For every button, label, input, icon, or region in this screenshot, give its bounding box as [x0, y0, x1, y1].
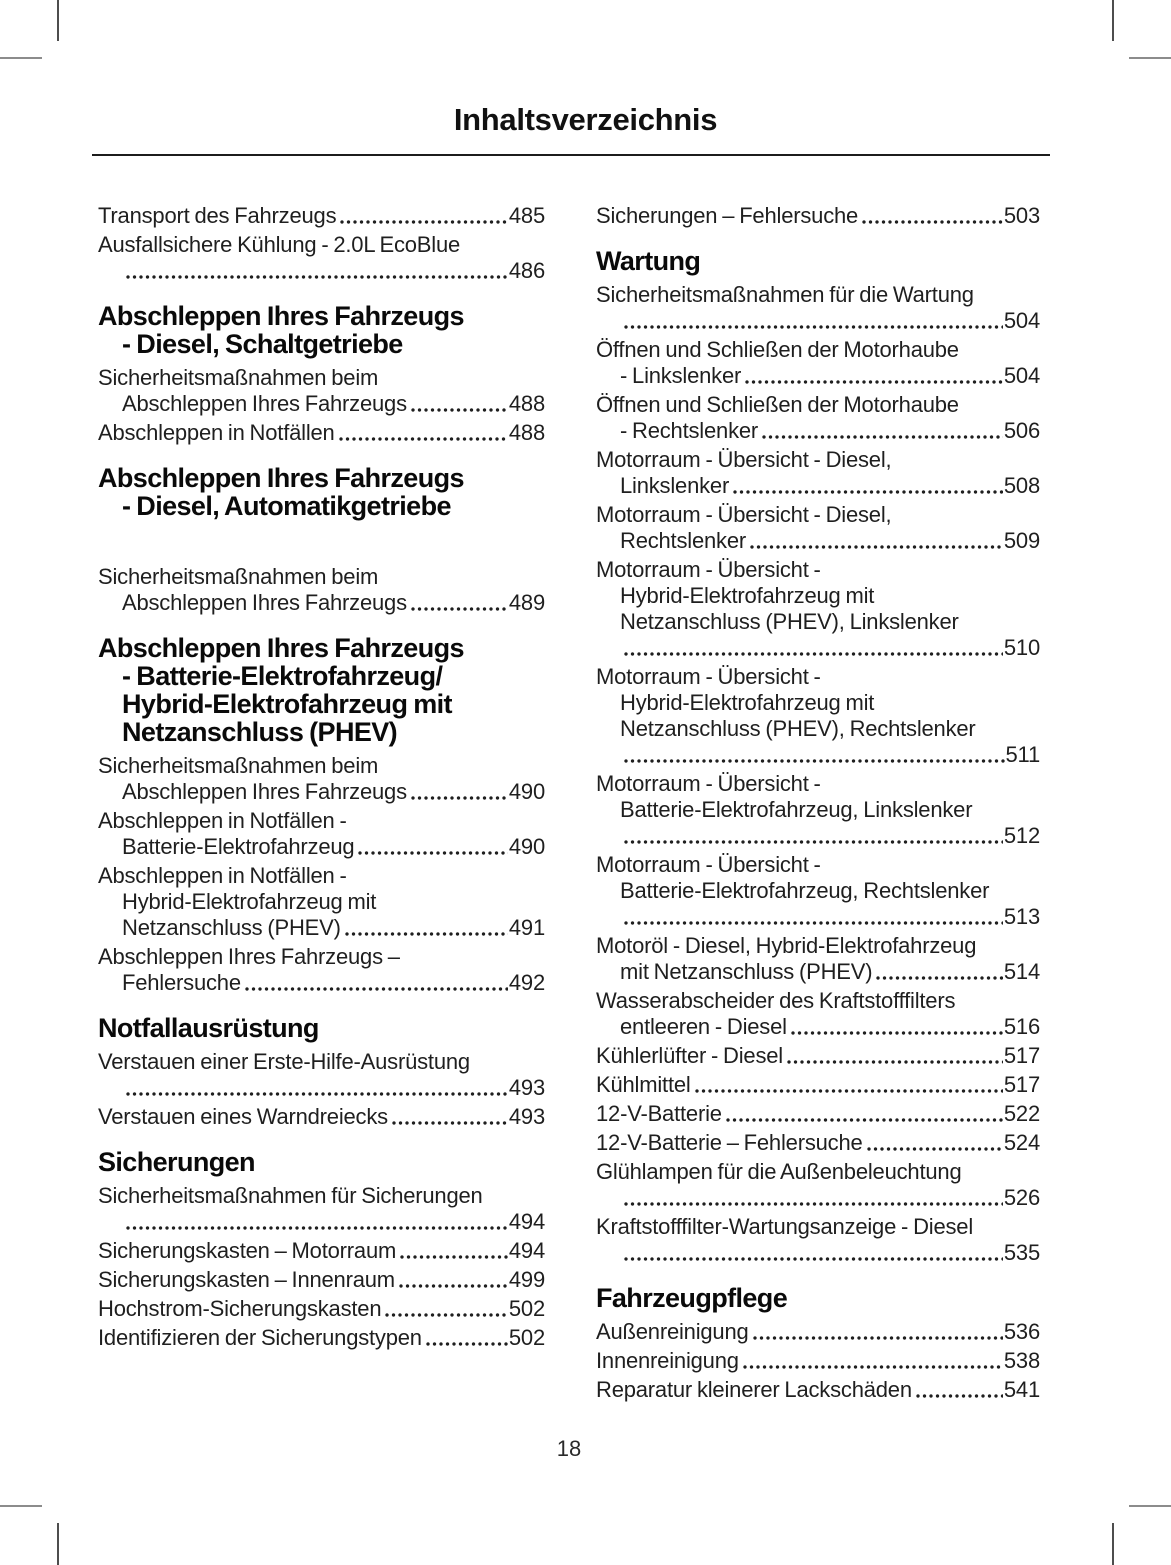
entry-last-line	[98, 1296, 545, 1322]
dot-leader	[623, 1255, 1003, 1263]
entry-text: Kühlerlüfter - Diesel	[596, 1043, 783, 1068]
page-ref: 494	[508, 1209, 545, 1234]
entry-line: Kraftstofffilter-Wartungsanzeige - Diesel	[596, 1214, 974, 1239]
heading-line: - Batterie-Elektrofahrzeug/	[122, 661, 443, 691]
toc-heading	[98, 1148, 545, 1176]
dot-leader	[623, 1200, 1003, 1208]
entry-text: Kühlmittel	[596, 1072, 691, 1097]
dot-leader	[861, 218, 1003, 226]
toc-heading	[596, 247, 1040, 275]
entry-last-line	[596, 959, 1040, 985]
entry-text: Batterie-Elektrofahrzeug	[122, 834, 355, 859]
dot-leader	[391, 1119, 508, 1127]
toc-entry	[596, 1159, 1040, 1211]
toc-heading	[98, 302, 545, 358]
entry-text: Innenreinigung	[596, 1348, 739, 1373]
toc-heading	[98, 1014, 545, 1042]
dot-leader	[398, 1282, 508, 1290]
entry-line: Sicherheitsmaßnahmen beim	[98, 564, 379, 589]
dot-leader	[694, 1087, 1003, 1095]
entry-last-line	[98, 590, 545, 616]
entry-line: Netzanschluss (PHEV), Rechtslenker	[620, 716, 976, 741]
toc-entry	[596, 1319, 1040, 1345]
dot-leader	[384, 1311, 508, 1319]
entry-last-line	[596, 1130, 1040, 1156]
entry-last-line	[98, 420, 545, 446]
entry-line: Öffnen und Schließen der Motorhaube	[596, 337, 959, 362]
dot-leader	[125, 1224, 508, 1232]
entry-line: Ausfallsichere Kühlung - 2.0L EcoBlue	[98, 232, 461, 257]
entry-text: Abschleppen Ihres Fahrzeugs	[122, 779, 407, 804]
entry-last-line	[98, 834, 545, 860]
entry-last-line	[98, 1209, 545, 1235]
entry-text: Sicherungen – Fehlersuche	[596, 203, 859, 228]
entry-text: Reparatur kleinerer Lackschäden	[596, 1377, 912, 1402]
entry-last-line	[596, 742, 1040, 768]
dot-leader	[425, 1340, 508, 1348]
page-ref: 508	[1003, 473, 1040, 498]
entry-line: Motorraum - Übersicht - Diesel,	[596, 447, 892, 472]
entry-line: Glühlampen für die Außenbeleuchtung	[596, 1159, 962, 1184]
page-ref: 526	[1003, 1185, 1040, 1210]
toc-entry	[98, 1183, 545, 1235]
dot-leader	[742, 1363, 1003, 1371]
entry-last-line	[596, 1101, 1040, 1127]
toc-entry	[98, 1238, 545, 1264]
page-ref: 502	[508, 1325, 545, 1350]
page-ref: 488	[508, 391, 545, 416]
page-ref: 489	[508, 590, 545, 615]
toc-entry	[98, 808, 545, 860]
dot-leader	[623, 650, 1003, 658]
toc-heading	[98, 464, 545, 520]
page-ref: 499	[508, 1267, 545, 1292]
heading-line: Hybrid-Elektrofahrzeug mit	[122, 689, 452, 719]
entry-line: Öffnen und Schließen der Motorhaube	[596, 392, 959, 417]
entry-last-line	[98, 915, 545, 941]
toc-content	[98, 203, 1040, 1406]
crop-mark-bottom-right-horizontal	[1129, 1505, 1171, 1507]
entry-text: Netzanschluss (PHEV)	[122, 915, 341, 940]
toc-entry	[98, 753, 545, 805]
dot-leader	[357, 849, 507, 857]
dot-leader	[744, 378, 1003, 386]
entry-last-line	[98, 1075, 545, 1101]
page-ref: 506	[1003, 418, 1040, 443]
heading-line: - Diesel, Schaltgetriebe	[122, 329, 403, 359]
dot-leader	[732, 488, 1003, 496]
dot-leader	[338, 435, 508, 443]
page-ref: 486	[508, 258, 545, 283]
entry-text: Identifizieren der Sicherungstypen	[98, 1325, 422, 1350]
entry-last-line	[596, 1319, 1040, 1345]
entry-last-line	[98, 970, 545, 996]
entry-last-line	[596, 528, 1040, 554]
dot-leader	[125, 273, 508, 281]
page-ref: 516	[1003, 1014, 1040, 1039]
toc-entry	[596, 337, 1040, 389]
dot-leader	[410, 794, 508, 802]
entry-text: Rechtslenker	[620, 528, 746, 553]
crop-mark-bottom-left-horizontal	[0, 1505, 42, 1507]
entry-last-line	[596, 418, 1040, 444]
toc-entry	[596, 1348, 1040, 1374]
toc-entry	[98, 944, 545, 996]
dot-leader	[125, 1090, 508, 1098]
entry-line: Sicherheitsmaßnahmen beim	[98, 753, 379, 778]
dot-leader	[410, 605, 508, 613]
page-ref: 490	[508, 779, 545, 804]
heading-line: - Diesel, Automatikgetriebe	[122, 491, 451, 521]
entry-text: Hochstrom-Sicherungskasten	[98, 1296, 382, 1321]
page-ref: 492	[508, 970, 545, 995]
entry-line: Sicherheitsmaßnahmen für die Wartung	[596, 282, 974, 307]
entry-line: Abschleppen in Notfällen -	[98, 863, 347, 888]
toc-entry	[596, 557, 1040, 661]
dot-leader	[344, 930, 508, 938]
toc-entry	[98, 1049, 545, 1101]
toc-heading	[596, 1284, 1040, 1312]
page-ref: 538	[1003, 1348, 1040, 1373]
title-rule	[92, 154, 1050, 156]
dot-leader	[623, 757, 1005, 765]
toc-entry	[596, 447, 1040, 499]
page-ref: 504	[1003, 363, 1040, 388]
dot-leader	[623, 919, 1003, 927]
heading-line: Abschleppen Ihres Fahrzeugs	[98, 301, 464, 331]
entry-line: Sicherheitsmaßnahmen beim	[98, 365, 379, 390]
page-ref: 517	[1003, 1043, 1040, 1068]
page-ref: 512	[1003, 823, 1040, 848]
entry-text: Sicherungskasten – Innenraum	[98, 1267, 395, 1292]
dot-leader	[866, 1145, 1003, 1153]
toc-entry	[98, 1296, 545, 1322]
entry-line: Motorraum - Übersicht - Diesel,	[596, 502, 892, 527]
entry-line: Wasserabscheider des Kraftstofffilters	[596, 988, 956, 1013]
entry-last-line	[98, 391, 545, 417]
entry-last-line	[98, 258, 545, 284]
dot-leader	[790, 1029, 1003, 1037]
entry-last-line	[596, 1072, 1040, 1098]
toc-entry	[596, 933, 1040, 985]
heading-line: Abschleppen Ihres Fahrzeugs	[98, 463, 464, 493]
heading-line: Sicherungen	[98, 1147, 255, 1177]
toc-entry	[98, 863, 545, 941]
heading-line: Fahrzeugpflege	[596, 1283, 788, 1313]
entry-last-line	[98, 203, 545, 229]
entry-text: Abschleppen Ihres Fahrzeugs	[122, 590, 407, 615]
dot-leader	[339, 218, 508, 226]
page-ref: 513	[1003, 904, 1040, 929]
toc-entry	[98, 1267, 545, 1293]
dot-leader	[761, 433, 1003, 441]
entry-last-line	[596, 904, 1040, 930]
entry-text: Linkslenker	[620, 473, 730, 498]
entry-last-line	[596, 363, 1040, 389]
heading-line: Abschleppen Ihres Fahrzeugs	[98, 633, 464, 663]
entry-text: - Rechtslenker	[620, 418, 759, 443]
crop-mark-top-right-horizontal	[1129, 57, 1171, 59]
toc-entry	[596, 988, 1040, 1040]
page-ref: 514	[1003, 959, 1040, 984]
entry-last-line	[98, 1104, 545, 1130]
crop-mark-top-right-vertical	[1112, 0, 1114, 41]
entry-line: Motoröl - Diesel, Hybrid-Elektrofahrzeug	[596, 933, 977, 958]
page-ref: 509	[1003, 528, 1040, 553]
page-ref: 485	[508, 203, 545, 228]
entry-line: Motorraum - Übersicht -	[596, 557, 821, 582]
entry-last-line	[98, 1238, 545, 1264]
entry-line: Netzanschluss (PHEV), Linkslenker	[620, 609, 959, 634]
page-ref: 494	[508, 1238, 545, 1263]
toc-entry	[596, 1377, 1040, 1403]
page-ref: 504	[1003, 308, 1040, 333]
toc-entry	[98, 420, 545, 446]
entry-text: Verstauen eines Warndreiecks	[98, 1104, 388, 1129]
page-ref: 502	[508, 1296, 545, 1321]
toc-entry	[596, 282, 1040, 334]
entry-line: Verstauen einer Erste-Hilfe-Ausrüstung	[98, 1049, 470, 1074]
entry-last-line	[98, 1267, 545, 1293]
dot-leader	[244, 985, 508, 993]
entry-last-line	[596, 1348, 1040, 1374]
page-ref: 503	[1003, 203, 1040, 228]
toc-entry	[596, 203, 1040, 229]
entry-text: Sicherungskasten – Motorraum	[98, 1238, 397, 1263]
entry-text: Fehlersuche	[122, 970, 241, 995]
entry-line: Motorraum - Übersicht -	[596, 771, 821, 796]
entry-line: Abschleppen Ihres Fahrzeugs –	[98, 944, 400, 969]
dot-leader	[623, 838, 1003, 846]
entry-text: 12-V-Batterie – Fehlersuche	[596, 1130, 863, 1155]
toc-column-left	[98, 203, 545, 1406]
toc-entry	[596, 1101, 1040, 1127]
entry-text: Abschleppen Ihres Fahrzeugs	[122, 391, 407, 416]
entry-text: mit Netzanschluss (PHEV)	[620, 959, 873, 984]
crop-mark-top-left-horizontal	[0, 57, 42, 59]
toc-entry	[596, 1072, 1040, 1098]
page-ref: 490	[508, 834, 545, 859]
toc-entry	[98, 365, 545, 417]
entry-text: entleeren - Diesel	[620, 1014, 787, 1039]
toc-heading	[98, 634, 545, 746]
dot-leader	[725, 1116, 1003, 1124]
toc-entry	[596, 1214, 1040, 1266]
entry-line: Motorraum - Übersicht -	[596, 852, 821, 877]
entry-last-line	[98, 1325, 545, 1351]
entry-text: - Linkslenker	[620, 363, 742, 388]
toc-entry	[596, 1130, 1040, 1156]
entry-line: Batterie-Elektrofahrzeug, Rechtslenker	[620, 878, 990, 903]
toc-entry	[98, 1104, 545, 1130]
toc-entry	[596, 1043, 1040, 1069]
entry-text: Transport des Fahrzeugs	[98, 203, 337, 228]
entry-last-line	[596, 1014, 1040, 1040]
toc-entry	[596, 392, 1040, 444]
page-ref: 524	[1003, 1130, 1040, 1155]
page-ref: 493	[508, 1104, 545, 1129]
toc-entry	[596, 852, 1040, 930]
dot-leader	[410, 406, 508, 414]
toc-entry	[98, 232, 545, 284]
entry-line: Abschleppen in Notfällen -	[98, 808, 347, 833]
toc-entry	[596, 664, 1040, 768]
page-title: Inhaltsverzeichnis	[453, 102, 718, 137]
entry-last-line	[596, 308, 1040, 334]
toc-entry	[98, 1325, 545, 1351]
dot-leader	[875, 974, 1003, 982]
crop-mark-bottom-right-vertical	[1112, 1523, 1114, 1565]
entry-last-line	[596, 473, 1040, 499]
crop-mark-top-left-vertical	[57, 0, 59, 41]
dot-leader	[786, 1058, 1003, 1066]
page-ref: 491	[508, 915, 545, 940]
heading-line: Notfallausrüstung	[98, 1013, 319, 1043]
entry-line: Hybrid-Elektrofahrzeug mit	[620, 690, 875, 715]
page-ref: 522	[1003, 1101, 1040, 1126]
page-ref: 488	[508, 420, 545, 445]
entry-line: Sicherheitsmaßnahmen für Sicherungen	[98, 1183, 483, 1208]
entry-line: Hybrid-Elektrofahrzeug mit	[620, 583, 875, 608]
page-ref: 535	[1003, 1240, 1040, 1265]
page-ref: 541	[1003, 1377, 1040, 1402]
dot-leader	[623, 323, 1003, 331]
page-number: 18	[556, 1436, 582, 1461]
entry-line: Motorraum - Übersicht -	[596, 664, 821, 689]
entry-line: Hybrid-Elektrofahrzeug mit	[122, 889, 377, 914]
page-ref: 493	[508, 1075, 545, 1100]
page-ref: 517	[1003, 1072, 1040, 1097]
crop-mark-bottom-left-vertical	[57, 1523, 59, 1565]
entry-last-line	[596, 203, 1040, 229]
entry-last-line	[596, 1043, 1040, 1069]
toc-entry	[98, 564, 545, 616]
heading-line: Netzanschluss (PHEV)	[122, 717, 398, 747]
entry-last-line	[98, 779, 545, 805]
entry-line: Batterie-Elektrofahrzeug, Linkslenker	[620, 797, 973, 822]
toc-entry	[98, 203, 545, 229]
entry-last-line	[596, 635, 1040, 661]
entry-text: 12-V-Batterie	[596, 1101, 722, 1126]
entry-last-line	[596, 1377, 1040, 1403]
dot-leader	[915, 1392, 1003, 1400]
page-ref: 510	[1003, 635, 1040, 660]
entry-text: Außenreinigung	[596, 1319, 749, 1344]
dot-leader	[752, 1334, 1003, 1342]
entry-last-line	[596, 1240, 1040, 1266]
page-ref: 536	[1003, 1319, 1040, 1344]
dot-leader	[399, 1253, 508, 1261]
toc-entry	[596, 771, 1040, 849]
heading-line: Wartung	[596, 246, 701, 276]
page-ref: 511	[1005, 742, 1040, 767]
toc-column-right	[596, 203, 1040, 1406]
entry-text: Abschleppen in Notfällen	[98, 420, 335, 445]
entry-last-line	[596, 823, 1040, 849]
entry-last-line	[596, 1185, 1040, 1211]
dot-leader	[749, 543, 1003, 551]
toc-entry	[596, 502, 1040, 554]
